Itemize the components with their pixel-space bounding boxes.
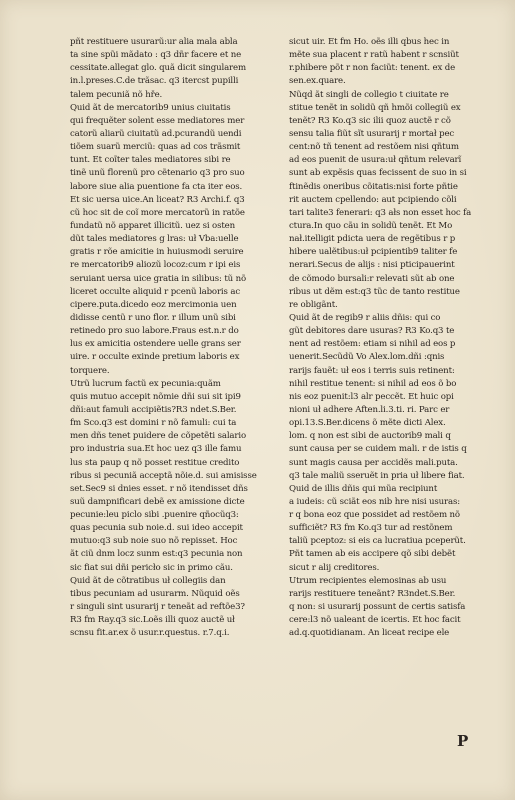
- text-line: tinẽ unũ florenũ pro cẽtenario q3 pro suo: [70, 168, 245, 179]
- text-line: quis mutuo accepit nõmie dñi sui sit ipi9: [70, 391, 241, 402]
- text-line: rarijs fauẽt: uł eos i terris suis retinent:: [289, 365, 455, 376]
- text-line: qui frequẽter solent esse mediatores mer: [70, 115, 245, 126]
- text-line: ftinẽdis oneribus cõitatis:nisi forte pñtie: [289, 181, 458, 192]
- text-line: cessitate.allegat glo. quã dicit singularem: [70, 63, 246, 74]
- text-line: sufficiẽt? R3 fm Ko.q3 tur ad restõnem: [289, 523, 453, 534]
- text-line: r.phibere põt r non faciũt: tenent. ex de: [289, 63, 456, 74]
- text-line: catorũ aliarũ ciuitatũ ad.pcurandũ uendi: [70, 128, 242, 139]
- text-line: dũt tales mediatores g lras: uł Vba:uelle: [70, 234, 239, 245]
- text-line: Quid de illis dñis qui mũa recipiunt: [289, 483, 438, 494]
- text-line: sicut r alij creditores.: [289, 562, 380, 573]
- left-text-column: [70, 36, 270, 640]
- text-line: Pñt tamen ab eis accipere qõ sibi debẽt: [289, 549, 456, 560]
- text-line: talem pecuniã nõ hře.: [70, 89, 163, 100]
- signature-mark: P: [457, 732, 469, 750]
- text-line: nerari.Secus de alijs : nisi pticipauerint: [289, 260, 455, 271]
- text-line: gratis r rõe amicitie in huiusmodi seruire: [70, 247, 244, 258]
- text-line: fm Sco.q3 est domini r nõ famuli: cui ta: [70, 418, 237, 429]
- text-line: mutuo:q3 sub noie suo nõ repisset. Hoc: [70, 536, 238, 547]
- text-line: q3 tale maliũ sseruẽt in pria uł libere fiat.: [289, 470, 465, 481]
- text-line: Nũqd ãt singli de collegio t ciuitate re: [289, 89, 449, 100]
- text-line: sunt causa per se cuidem mali. r de istis q: [289, 444, 467, 455]
- text-line: tenẽt? R3 Ko.q3 sic ilii quoz auctẽ r cõ: [289, 115, 451, 126]
- text-line: r q bona eoz que possidet ad restõem nõ: [289, 510, 460, 521]
- text-line: taliũ pceptoz: si eis ca lucratiua pceperũt.: [289, 536, 466, 547]
- text-line: stitue tenẽt in solidũ qñ hmõi collegiũ ex: [289, 102, 461, 113]
- text-line: R3 fm Ray.q3 sic.Loẽs illi quoz auctẽ uł: [70, 615, 235, 626]
- text-line: cipere.puta.dicedo eoz mercimonia uen: [70, 299, 237, 310]
- text-line: Quid ãt de mercatorib9 unius ciuitatis: [70, 102, 231, 113]
- text-line: torquere.: [70, 365, 110, 376]
- text-line: Quid ãt de regib9 r aliis dñis: qui co: [289, 312, 441, 323]
- text-line: quas pecunia sub noie.d. sui ideo accepit: [70, 523, 243, 534]
- text-line: retinedo pro suo labore.Fraus est.n.r do: [70, 326, 239, 337]
- text-line: in.l.preses.C.de trãsac. q3 itercst pupilli: [70, 76, 239, 87]
- text-line: labore siue alia puentione fa cta iter eos.: [70, 181, 243, 192]
- text-line: seruiant uersa uice gratia in silibus: tũ nõ: [70, 273, 247, 284]
- text-line: de cõmodo bursali:r relevati sũt ab one: [289, 273, 455, 284]
- text-line: fundatũ nõ apparet illicitũ. uez si osten: [70, 220, 235, 231]
- text-line: Quid ãt de cõtratibus uł collegiis dan: [70, 575, 226, 586]
- text-line: ãt ciũ dnm locz sunm est:q3 pecunia non: [70, 549, 243, 560]
- text-line: tunt. Et coĩter tales mediatores sibi re: [70, 155, 231, 166]
- text-line: tari talite3 fenerari: q3 ałs non esset hoc fa: [289, 207, 472, 218]
- text-line: ta sine spũi mãdato : q3 dñr facere et ne: [70, 50, 242, 61]
- text-line: pro industria sua.Et hoc uez q3 ille famu: [70, 444, 242, 455]
- text-line: pñt restituere usurarũ:ur alia mala abla: [70, 37, 238, 47]
- text-line: sunt ab expẽsis quas fecissent de suo in si: [289, 168, 467, 179]
- text-line: didisse centũ r uno flor. r illum unũ sibi: [70, 312, 236, 323]
- text-line: q non: si usurarij possunt de certis satisfa: [289, 602, 466, 613]
- text-line: ad.q.quotidianam. An liceat recipe ele: [289, 628, 450, 639]
- text-line: ad eos puenit de usura:uł qñtum relevarĩ: [289, 155, 462, 166]
- text-line: cũ hoc sit de coĩ more mercatorũ in ratõe: [70, 207, 245, 218]
- text-line: a iudeis: cũ sciãt eos nib hre nisi usuras:: [289, 496, 460, 507]
- text-line: nis eoz puenit:l3 alr peccẽt. Et huic opi: [289, 391, 454, 402]
- text-line: ribus ut dẽm est:q3 tũc de tanto restitue: [289, 286, 460, 297]
- text-line: nał.itelligit pdicta uera de regẽtibus r p: [289, 234, 456, 245]
- text-line: uenerit.Secũdũ Vo Alex.lom.dñi :qnis: [289, 352, 445, 363]
- text-line: pecunie:leu piclo sibi .puenire qñocũq3:: [70, 510, 239, 521]
- text-line: lus ex amicitia ostendere uelle grans ser: [70, 339, 241, 350]
- text-line: tiõem suarũ merciũ: quas ad cos trãsmit: [70, 142, 241, 153]
- text-line: cere:l3 nõ ualeant de icertis. Et hoc facit: [289, 615, 461, 626]
- text-line: ctura.In quo cãu in solidũ tenẽt. Et Mo: [289, 220, 453, 231]
- text-line: lus sta paup q nõ posset restitue credito: [70, 457, 240, 468]
- text-line: nent ad restõem: etiam si nihil ad eos p: [289, 339, 456, 350]
- text-line: sen.ex.quare.: [289, 76, 346, 87]
- text-line: uire. r occulte exinde pretium laboris ex: [70, 352, 240, 363]
- text-line: re obligãnt.: [289, 299, 338, 310]
- text-line: tibus pecuniam ad usurarm. Nũquid oẽs: [70, 588, 240, 599]
- text-line: gũt debitores dare usuras? R3 Ko.q3 te: [289, 326, 455, 337]
- text-line: men dñs tenet puidere de cõpetẽti salario: [70, 431, 246, 442]
- text-line: dñi:aut famuli accipiẽtis?R3 ndet.S.Ber.: [70, 404, 237, 415]
- text-line: liceret occulte aliquid r pcenũ laboris ac: [70, 286, 240, 297]
- text-line: sic fiat sui dñi pericło sic in primo cãu.: [70, 562, 233, 573]
- text-line: re mercatorib9 aliozũ locoz:cum r ipi eis: [70, 260, 241, 271]
- text-line: lom. q non est sibi de auctorib9 mali q: [289, 431, 451, 442]
- text-line: set.Sec9 si dnies esset. r nõ itendisset dñs: [70, 483, 248, 494]
- text-line: cent:nõ tñ tenent ad restõem nisi qñtum: [289, 142, 459, 153]
- text-line: hibere ualẽtibus:uł pcipientib9 taliter fe: [289, 247, 458, 258]
- text-line: Utrum recipientes elemosinas ab usu: [289, 575, 447, 586]
- text-line: suũ dampnificari debẽ ex amissione dicte: [70, 496, 245, 507]
- text-line: scnsu fit.ar.ex õ usur.r.questus. r.7.q.i.: [70, 628, 230, 639]
- text-line: sicut uir. Et fm Ho. oẽs illi qbus hec in: [289, 37, 450, 47]
- text-line: r singuli sint usurarij r teneãt ad reftõe3?: [70, 602, 245, 613]
- text-line: opi.13.S.Ber.dicens õ mẽte dicti Alex.: [289, 418, 446, 429]
- text-line: Utrũ lucrum factũ ex pecunia:quãm: [70, 378, 221, 389]
- text-line: Et sic uersa uice.An liceat? R3 Archi.f. q3: [70, 194, 245, 205]
- text-line: nioni uł adhere Aften.li.3.ti. ri. Parc er: [289, 404, 450, 415]
- text-line: mẽte sua placent r ratũ habent r scnsiũt: [289, 50, 459, 61]
- right-text-column: [289, 36, 493, 640]
- text-line: ribus si pecuniã acceptã nõie.d. sui amisisse: [70, 470, 257, 481]
- text-line: sensu talia fiũt sĩt usurarij r mortał pec: [289, 128, 455, 139]
- text-line: rarijs restituere teneãnt? R3ndet.S.Ber.: [289, 588, 456, 599]
- text-line: rit auctem cpellendo: aut pcipiendo cõli: [289, 194, 457, 205]
- text-line: sunt magis causa per accidẽs mali.puta.: [289, 457, 458, 468]
- text-line: nihil restitue tenent: si nihil ad eos õ bo: [289, 378, 457, 389]
